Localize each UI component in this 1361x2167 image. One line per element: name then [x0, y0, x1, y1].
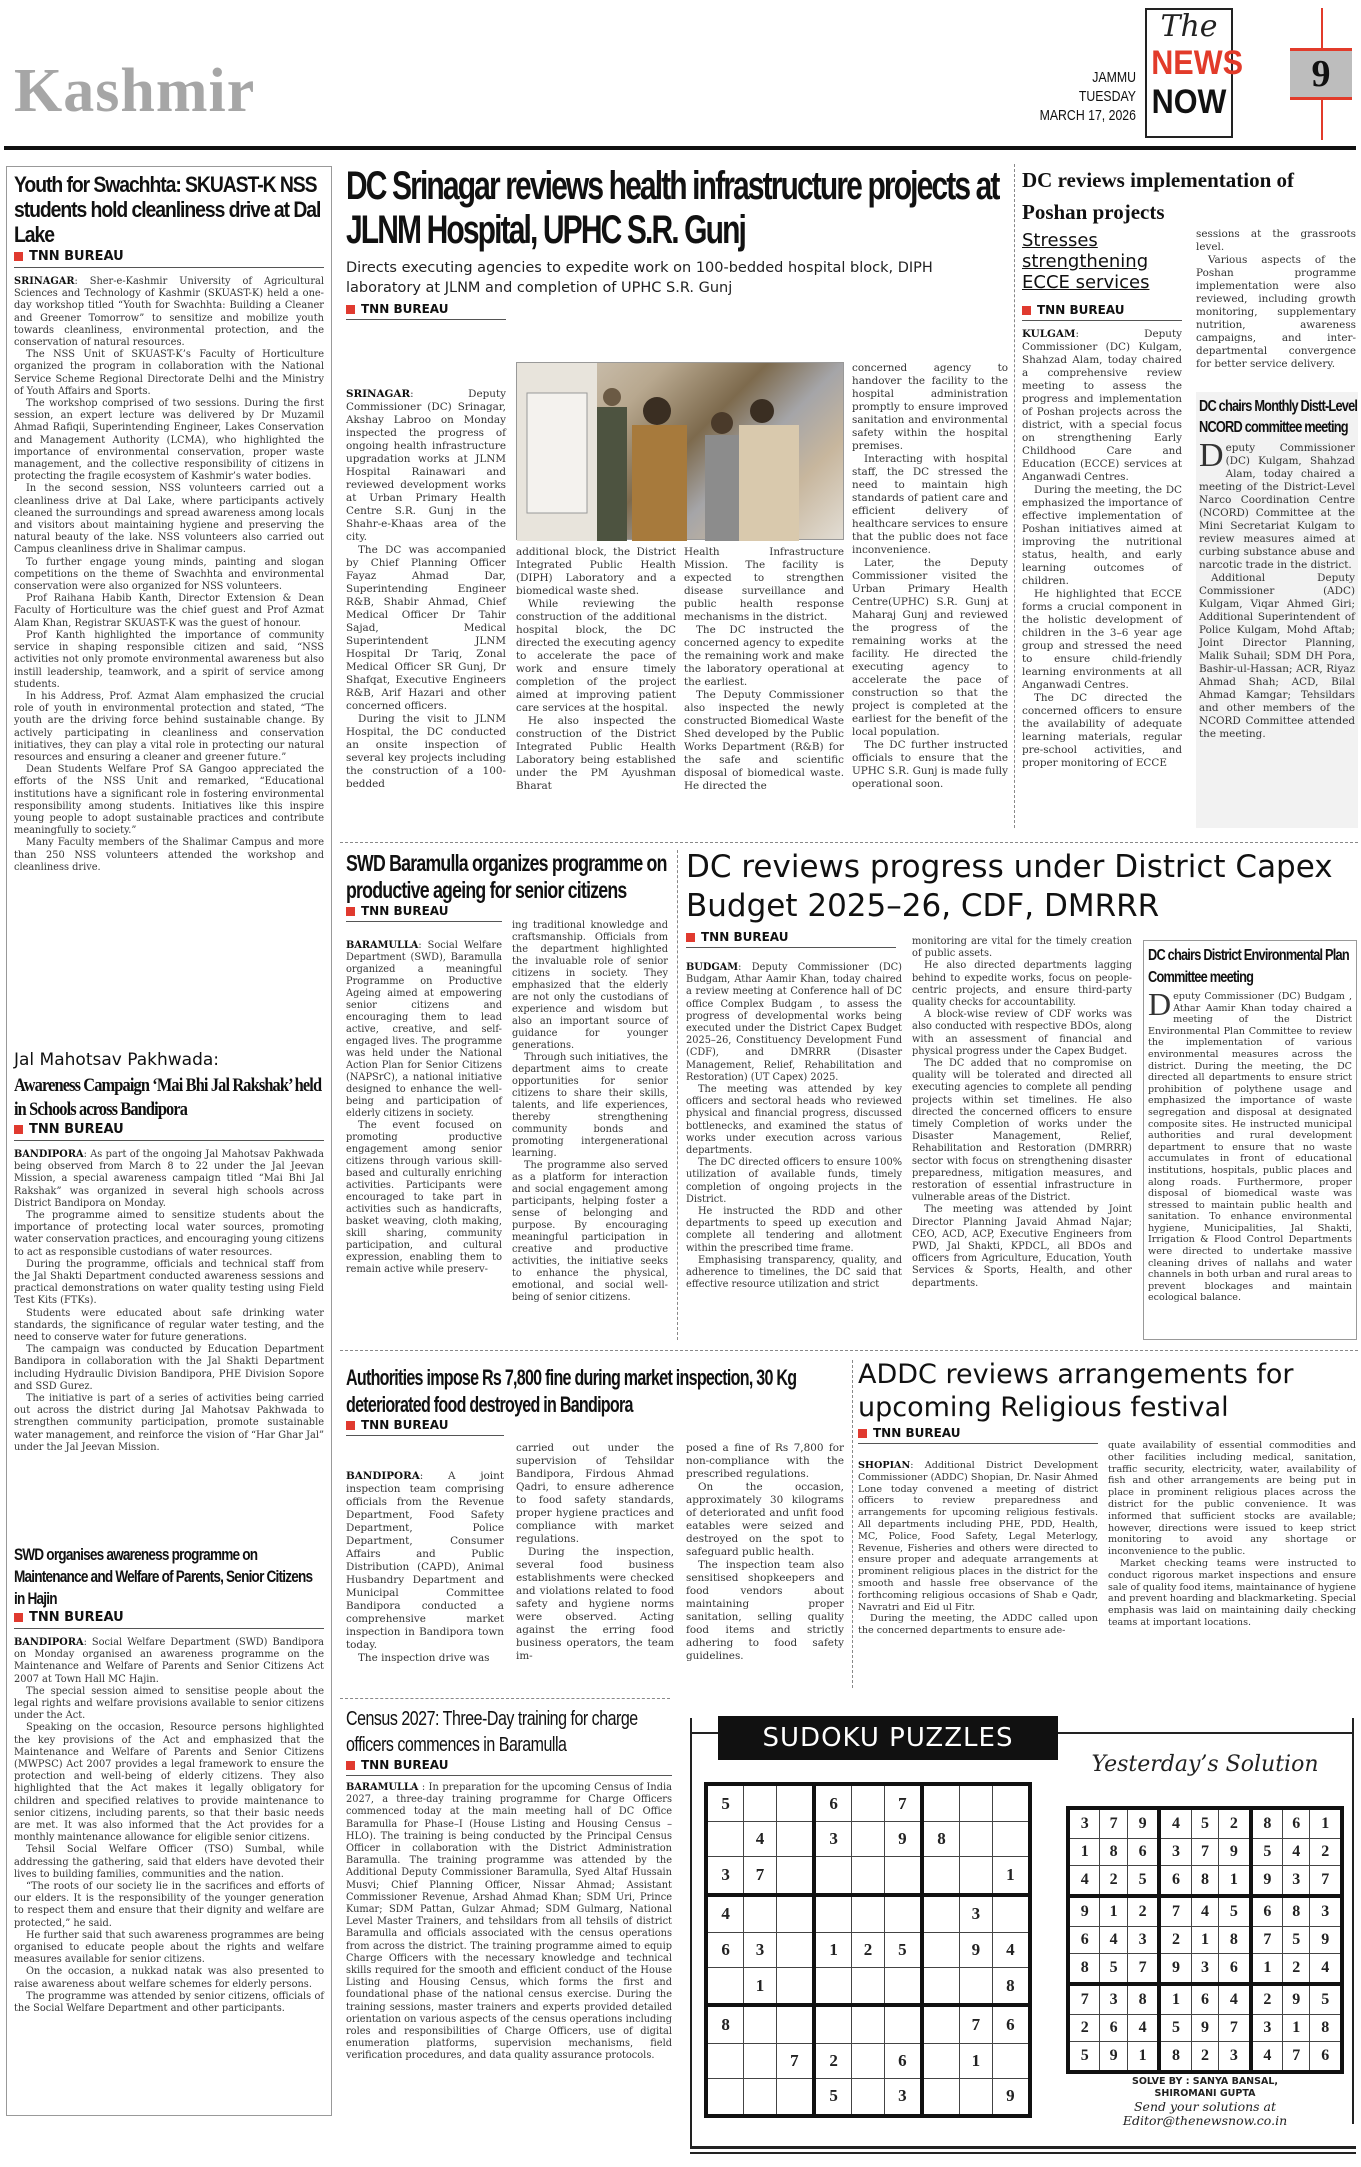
sudoku-cell: 3 — [1068, 1808, 1100, 1838]
masthead-rule — [4, 146, 1356, 150]
sudoku-cell: 5 — [706, 1784, 744, 1822]
article-body: BANDIPORA: As part of the ongoing Jal Mahotsav Pakhwada being observed from March 8 to 22 under the Jal Jeevan Mission, a special awareness campaign titled “Mai Bhi Jal Rakshak” was organized in several high schools across District Bandipora on Monday. The programme aimed to sensitize students about the importance of protecting local water sources, promoting water conservation practices, and encouraging young citizens to act as responsible custodians of water resources. During the programme, officials and technical staff from the Jal Shakti Department conducted awareness sessions and practical demonstrations on water quality testing using Field Test Kits (FTKs). Students were educated about safe drinking water standards, the significance of regular water testing, and the need to conserve water for future generations. The campaign was conducted by Education Department Bandipora in collaboration with the Jal Shakti Department including Hydraulic Division Bandipora, PHE Division Sopore and SSD Gurez. The initiative is part of a series of activities being carried out across the district during Jal Mahotsav Pakhwada to strengthen community participation, promote sustainable water management, and reinforce the vision of “Har Ghar Jal” under the Jal Jeevan Mission. — [14, 1149, 324, 1453]
sudoku-cell: 6 — [1100, 2014, 1127, 2042]
sudoku-cell: 9 — [1219, 1838, 1251, 1866]
send-solutions: Send your solutions at Editor@thenewsnow.co.in — [1060, 2100, 1350, 2128]
sudoku-cell: 4 — [1219, 1984, 1251, 2014]
sudoku-cell: 9 — [1191, 2014, 1218, 2042]
poshan-col-1: KULGAM: Deputy Commissioner (DC) Kulgam, Shahzad Alam, today chaired a comprehensive review meeting to assess the progress and implementation of Poshan projects across the district, with a special focus on strengthening Early Childhood Care and Education (ECCE) services at Anganwadi Centres. During the meeting, the DC emphasized the importance of effective implementation of Poshan initiatives aimed at improving the nutritional status, health, and early learning outcomes of children. He highlighted that ECCE forms a crucial component in the holistic development of children in the 3–6 year age group and stressed the need to ensure child-friendly learning environments at all Anganwadi Centres. The DC directed the concerned officers to ensure the availability of adequate learning materials, regular pre-school activities, and proper monitoring of ECCE — [1022, 328, 1182, 769]
sudoku-cell: 8 — [1310, 2014, 1342, 2042]
jlnm-col-1: SRINAGAR: Deputy Commissioner (DC) Srinagar, Akshay Labroo on Monday inspected the progress of ongoing health infrastructure upgradation works at JLNM Hospital Rainawari and reviewed development works at Urban Primary Health Centre S.R. Gunj in the Shahr-e-Khaas area of the city. The DC was accompanied by Chief Planning Officer Fayaz Ahmad Dar, Superintending Engineer R&B, Shabir Ahmad, Chief Medical Officer Dr Tahir Sajad, Medical Superintendent JLNM Hospital Dr Tariq, Zonal Medical Officer SR Gunj, Dr Shafqat, Executive Engineers R&B, Arif Hazari and other concerned officers. During the visit to JLNM Hospital, the DC conducted an onsite inspection of several key projects including the construction of a 100-bedded — [346, 388, 506, 790]
byline: TNN BUREAU — [1022, 303, 1182, 321]
article-ncord — [1196, 392, 1358, 828]
sudoku-cell: 9 — [1251, 1866, 1283, 1896]
sudoku-cell[interactable] — [884, 1968, 922, 2006]
article-body: BARAMULLA : In preparation for the upcoming Census of India 2027, a three-day training programme for Charge Officers commenced today at the main meeting hall of DC Office Baramulla for Phase–I (House Listing and Housing Census – HLO). The training is being conducted by the Principal Census Officer in collaboration with the District Administration Baramulla. The training programme was attended by the Additional Deputy Commissioner Baramulla, Syed Altaf Hussain Musvi; Chief Planning Officer, Nissar Ahmad; Assistant Commissioner Revenue, Arshad Ahmad Khan; SDM Uri, Prince Kumar; SDM Pattan, Gulzar Ahmad; SDM Gulmarg, National Level Master Trainers, and tehsildars from all tehsils of district Baramulla and officials associated with the census operations from across the district. The training programme aimed to equip Charge Officers with the necessary knowledge and technical skills required for the smooth and efficient conduct of the House Listing and Housing Census, which forms the first and foundational phase of the national census exercise. During the training sessions, master trainers and experts provided detailed orientation on various aspects of the census operations including roles and responsibilities of Charge Officers, use of digital enumeration platforms, supervision mechanisms, field verification procedures, and data quality assurance protocols. — [346, 1782, 672, 2062]
sudoku-cell[interactable] — [744, 2078, 777, 2116]
byline-marker-icon — [14, 252, 23, 261]
sudoku-cell: 7 — [1283, 2042, 1310, 2072]
sudoku-cell: 4 — [706, 1895, 744, 1933]
sudoku-cell: 2 — [814, 2043, 852, 2078]
sudoku-cell[interactable] — [776, 2005, 814, 2043]
sudoku-cell: 1 — [1191, 1926, 1218, 1954]
sudoku-row — [1068, 1896, 1342, 1926]
sudoku-cell[interactable] — [814, 1857, 852, 1895]
article-body: BANDIPORA: Social Welfare Department (SWD) Bandipora on Monday organised an awareness programme on the Maintenance and Welfare of Parents and Senior Citizens Act 2007 at Town Hall MC Hajin. The special session aimed to sensitise people about the legal rights and welfare provisions available to senior citizens under the Act. Speaking on the occasion, Resource persons highlighted the key provisions of the Act and emphasized that the Maintenance and Welfare of Parents and Senior Citizens (MWPSC) Act 2007 provides a legal framework to ensure the protection and well-being of elderly citizens. They also highlighted that the Act makes it legally obligatory for children and specified relatives to provide maintenance to senior citizens, including parents, so that their basic needs are met. It was also informed that the Act provides for a monthly maintenance allowance for eligible senior citizens. Tehsil Social Welfare Officer (TSO) Sumbal, while addressing the gathering, said that elders have devoted their lives to building families, communities and the nation. “The roots of our society lie in the sacrifices and efforts of our elders. It is the responsibility of the younger generation to respect them and ensure that their dignity and welfare are protected,” he said. He further said that such awareness programmes are being organised to educate people about the rights and welfare measures available for senior citizens. On the occasion, a nukkad natak was also presented to raise awareness about welfare schemes for elderly persons. The programme was attended by senior citizens, officials of the Social Welfare Department and other participants. — [14, 1637, 324, 2015]
news-photo — [516, 362, 844, 540]
sudoku-cell[interactable] — [922, 2078, 960, 2116]
sudoku-cell: 9 — [1068, 1896, 1100, 1926]
sudoku-cell: 7 — [1127, 1954, 1159, 1984]
sudoku-cell[interactable] — [852, 1857, 885, 1895]
headline: DC reviews progress under District Capex Budget 2025–26, CDF, DMRRR — [686, 849, 1333, 924]
sudoku-row — [706, 1822, 1030, 1857]
sudoku-cell: 2 — [1219, 1808, 1251, 1838]
sudoku-cell: 3 — [706, 1857, 744, 1895]
bottom-rule — [690, 2146, 1356, 2149]
sudoku-cell: 5 — [1219, 1896, 1251, 1926]
sudoku-cell: 1 — [1127, 2042, 1159, 2072]
newspaper-logo — [1145, 8, 1243, 138]
sudoku-cell: 3 — [1191, 1954, 1218, 1984]
sudoku-cell: 9 — [1127, 1808, 1159, 1838]
sudoku-cell: 2 — [1191, 2042, 1218, 2072]
article-body: Deputy Commissioner (DC) Kulgam, Shahzad Alam, today chaired a meeting of the District-Level Narco Coordination Centre (NCORD) Committee at the Mini Secretariat Kulgam to review measures aimed at curbing substance abuse and narcotic trade in the district. Additional Deputy Commissioner (ADC) Kulgam, Viqar Ahmed Giri; Additional Superintendent of Police Kulgam, Mohd Aftab; Joint Director Planning, Malik Suhail; SDM DH Pora, Bashir-ul-Hassan; ACR, Riyaz Ahmad Shah; ACD, Bilal Ahmad Kamgar; Tehsildars and other members of the NCORD Committee attended the meeting. — [1199, 437, 1355, 740]
sudoku-cell: 5 — [1159, 2014, 1191, 2042]
sudoku-row — [1068, 1838, 1342, 1866]
sudoku-cell: 7 — [1310, 1866, 1342, 1896]
sudoku-cell[interactable] — [744, 1784, 777, 1822]
byline-marker-icon — [346, 907, 355, 916]
byline: TNN BUREAU — [346, 302, 506, 320]
jlnm-col-3: Health Infrastructure Mission. The facility is expected to strengthen disease surveillance and public health response mechanisms in the district. The DC instructed the concerned agency to expedite the remaining work and make the laboratory operational at the earliest. The Deputy Commissioner also inspected the newly constructed Biomedical Waste Shed developed by the Public Works Department (R&B) for the safe and scientific disposal of biomedical waste. He directed the — [684, 546, 844, 792]
sudoku-solution-grid — [1066, 1806, 1344, 2074]
kicker: Jal Mahotsav Pakhwada: — [14, 1050, 220, 1070]
sudoku-cell: 5 — [1127, 1866, 1159, 1896]
sudoku-cell: 7 — [744, 1857, 777, 1895]
logo-now: NOW — [1151, 83, 1227, 121]
sudoku-cell[interactable] — [922, 1932, 960, 1967]
byline: TNN BUREAU — [858, 1426, 1098, 1444]
sudoku-cell[interactable] — [744, 2043, 777, 2078]
sudoku-cell: 7 — [1219, 2014, 1251, 2042]
dropcap: D — [1199, 437, 1224, 474]
sudoku-cell: 7 — [884, 1784, 922, 1822]
sudoku-cell: 7 — [1100, 1808, 1127, 1838]
headline: DC chairs District Environmental Plan Committee meeting — [1148, 947, 1349, 986]
subheadline: Directs executing agencies to expedite work on 100-bedded hospital block, DIPH laboratory at JLNM and completion of UPHC S.R. Gunj — [346, 260, 933, 296]
sudoku-cell: 8 — [1159, 2042, 1191, 2072]
sudoku-cell: 2 — [852, 1932, 885, 1967]
sudoku-cell: 4 — [1251, 2042, 1283, 2072]
sudoku-cell: 1 — [1159, 1984, 1191, 2014]
sudoku-cell: 6 — [884, 2043, 922, 2078]
sudoku-cell[interactable] — [992, 1895, 1030, 1933]
edition-day: TUESDAY — [1078, 88, 1136, 105]
solution-title: Yesterday’s Solution — [1091, 1752, 1319, 1777]
byline: TNN BUREAU — [14, 1610, 324, 1629]
byline: TNN BUREAU — [14, 249, 324, 268]
sudoku-cell[interactable] — [992, 1784, 1030, 1822]
sudoku-row — [1068, 1866, 1342, 1896]
sudoku-cell[interactable] — [776, 1932, 814, 1967]
byline-marker-icon — [346, 305, 355, 314]
edition-dateline — [992, 68, 1136, 125]
sudoku-cell: 8 — [922, 1822, 960, 1857]
fine-col-2: carried out under the supervision of Tehsildar Bandipora, Firdous Ahmad Qadri, to ensure adherence to food safety standards, proper hygiene practices and compliance with market regulations. During the inspection, several food business establishments were checked and violations related to food safety and hygiene norms were observed. Acting against the erring food business operators, the team im- — [516, 1442, 674, 1662]
sudoku-cell: 9 — [1159, 1954, 1191, 1984]
sudoku-cell[interactable] — [814, 1968, 852, 2006]
sudoku-cell[interactable] — [960, 1784, 993, 1822]
sudoku-cell[interactable] — [922, 1784, 960, 1822]
byline-marker-icon — [858, 1429, 867, 1438]
fine-col-3: posed a fine of Rs 7,800 for non-compliance with the prescribed regulations. On the occasion, approximately 30 kilograms of deteriorated and unfit food eatables were seized and destroyed on the spot to safeguard public health. The inspection team also sensitised shopkeepers and food vendors about maintaining proper sanitation, selling quality food items and strictly adhering to food safety guidelines. — [686, 1442, 844, 1662]
byline: TNN BUREAU — [686, 930, 896, 948]
sudoku-cell[interactable] — [922, 2043, 960, 2078]
sudoku-cell: 6 — [814, 1784, 852, 1822]
sudoku-cell: 4 — [1159, 1808, 1191, 1838]
section-divider — [340, 842, 1358, 843]
article-jlnm — [346, 164, 1006, 320]
article-census — [346, 1706, 672, 2063]
sudoku-cell: 1 — [992, 1857, 1030, 1895]
sudoku-cell[interactable] — [992, 1822, 1030, 1857]
sudoku-row — [1068, 1808, 1342, 1838]
sudoku-cell: 3 — [1219, 2042, 1251, 2072]
sudoku-cell[interactable] — [960, 1968, 993, 2006]
sudoku-row — [706, 1968, 1030, 2006]
column-divider — [677, 850, 678, 1340]
sudoku-row — [706, 1857, 1030, 1895]
sudoku-cell: 4 — [992, 1932, 1030, 1967]
sudoku-cell[interactable] — [852, 1968, 885, 2006]
byline-marker-icon — [1022, 306, 1031, 315]
sudoku-cell[interactable] — [960, 2078, 993, 2116]
sudoku-cell: 6 — [1191, 1984, 1218, 2014]
logo-news: NEWS — [1151, 44, 1243, 82]
sudoku-cell: 3 — [1159, 1838, 1191, 1866]
article-environment — [1143, 940, 1357, 1340]
sudoku-cell: 8 — [1191, 1866, 1218, 1896]
sudoku-cell: 4 — [1127, 2014, 1159, 2042]
addc-col-1: SHOPIAN: Additional District Development Commissioner (ADDC) Shopian, Dr. Nasir Ahmed Lone today convened a meeting of district officers to review preparedness and arrangements for upcoming religious festivals. All departments including PHE, PDD, Health, MC, Police, Food Safety, Legal Meterlogy, Revenue, Fisheries and others were directed to ensure proper and adequate arrangements at prominent religious places in the district for the smooth and hassle free observance of the forthcoming religious occasions of Shab e Qadr, Navratri and Eid ul Fitr. During the meeting, the ADDC called upon the concerned departments to ensure ade- — [858, 1460, 1098, 1637]
article-body: Deputy Commissioner (DC) Budgam , Athar Aamir Khan today chaired a meeting of the District Environmental Plan Committee to review the implementation of various environmental measures across the district. During the meeting, the DC directed all departments to ensure strict prohibition of polythene usage and emphasized the importance of waste segregation and disposal at designated composite sites. He instructed municipal authorities and rural development department to ensure that no waste accumulates in front of educational institutions, hospitals, public places and along roads. Furthermore, proper disposal of biomedical waste was stressed to maintain public health and sanitation. To enhance environmental hygiene, Municipalities, Jal Shakti, Irrigation & Flood Control Departments were directed to undertake massive cleaning drives of nallahs and water channels in both urban and rural areas to prevent blockages and maintain ecological balance. — [1148, 986, 1352, 1304]
sudoku-cell: 4 — [1191, 1896, 1218, 1926]
capex-col-1: BUDGAM: Deputy Commissioner (DC) Budgam, Athar Aamir Khan, today chaired a review meeting at Conference hall of DC office Complex Budgam , to assess the progress of developmental works being executed under the District Capex Budget 2025–26, Constituency Development Fund (CDF), and DMRRR (Disaster Management, Relief, Rehabilitation and Restoration) (UT Capex) 2025. The meeting was attended by key officers and sectoral heads who reviewed physical and financial progress, discussed bottlenecks, and examined the status of works under execution across various departments. The DC directed officers to ensure 100% utilization of available funds, timely completion of ongoing projects in the District. He instructed the RDD and other departments to speed up execution and complete all tendering and allotment within the prescribed time frame. Emphasising transparency, quality, and adherence to timelines, the DC said that effective resource utilization and strict — [686, 962, 902, 1291]
byline: TNN BUREAU — [346, 1418, 504, 1436]
sudoku-cell: 5 — [1191, 1808, 1218, 1838]
sudoku-cell: 4 — [1068, 1866, 1100, 1896]
byline: TNN BUREAU — [346, 904, 502, 922]
poshan-subhead-block — [1022, 230, 1182, 321]
article-swachhta — [14, 172, 324, 874]
headline: Authorities impose Rs 7,800 fine during market inspection, 30 Kg deteriorated food destroyed in Bandipora — [346, 1365, 797, 1417]
byline-marker-icon — [14, 1125, 23, 1134]
sudoku-cell: 4 — [1310, 1954, 1342, 1984]
headline: Youth for Swachhta: SKUAST-K NSS students hold cleanliness drive at Dal Lake — [14, 172, 321, 247]
sudoku-row — [706, 2005, 1030, 2043]
sudoku-cell: 7 — [960, 2005, 993, 2043]
sudoku-cell[interactable] — [852, 2043, 885, 2078]
sudoku-cell: 3 — [1283, 1866, 1310, 1896]
sudoku-cell: 2 — [1127, 1896, 1159, 1926]
byline: TNN BUREAU — [14, 1122, 324, 1141]
headline: SWD Baramulla organizes programme on productive ageing for senior citizens — [346, 850, 667, 903]
sudoku-row — [1068, 1926, 1342, 1954]
sudoku-cell: 1 — [1310, 1808, 1342, 1838]
headline: DC Srinagar reviews health infrastructure projects at JLNM Hospital, UPHC S.R. Gunj — [346, 164, 999, 252]
sudoku-row — [1068, 2042, 1342, 2072]
logo-the: The — [1160, 9, 1218, 44]
sudoku-cell[interactable] — [852, 1822, 885, 1857]
sudoku-cell: 8 — [706, 2005, 744, 2043]
sudoku-cell[interactable] — [922, 1857, 960, 1895]
sudoku-cell: 3 — [1310, 1896, 1342, 1926]
solved-by: SOLVE BY : SANYA BANSAL, SHIROMANI GUPTA — [1131, 2076, 1278, 2099]
sudoku-cell: 5 — [1251, 1838, 1283, 1866]
sudoku-cell: 9 — [884, 1822, 922, 1857]
jlnm-col-4: concerned agency to handover the facility to the hospital administration promptly to ensure improved sanitation and environmental safety within the hospital premises. Interacting with hospital staff, the DC stressed the need to maintain high standards of patient care and efficient delivery of healthcare services to ensure that the public does not face inconvenience. Later, the Deputy Commissioner visited the Urban Primary Health Centre(UPHC) S.R. Gunj at Maharaj Gunj and reviewed the progress of the remaining works at the facility. He directed the executing agency to accelerate the pace of construction so that the project is completed at the earliest for the benefit of the local population. The DC further instructed officials to ensure that the UPHC S.R. Gunj is made fully operational soon. — [852, 362, 1008, 790]
sudoku-row — [1068, 2014, 1342, 2042]
sudoku-cell: 1 — [1251, 1954, 1283, 1984]
sudoku-cell: 8 — [1283, 1896, 1310, 1926]
section-title: Kashmir — [14, 57, 256, 125]
sudoku-row — [706, 2078, 1030, 2116]
sudoku-cell: 1 — [1283, 2014, 1310, 2042]
sudoku-cell[interactable] — [744, 1895, 777, 1933]
sudoku-cell: 2 — [1283, 1954, 1310, 1984]
sudoku-cell[interactable] — [922, 1968, 960, 2006]
sudoku-cell: 3 — [744, 1932, 777, 1967]
sudoku-cell[interactable] — [706, 1968, 744, 2006]
fine-col-1: BANDIPORA: A joint inspection team comprising officials from the Revenue Department, Food Safety Department, Police Department, Consumer Affairs and Public Distribution (CAPD), Animal Husbandry Department and Municipal Committee Bandipora conducted a comprehensive market inspection in Bandipora town today. The inspection drive was — [346, 1470, 504, 1664]
sudoku-cell: 7 — [1191, 1838, 1218, 1866]
sudoku-row — [706, 2043, 1030, 2078]
sudoku-row — [706, 1895, 1030, 1933]
sudoku-cell[interactable] — [852, 1784, 885, 1822]
sudoku-cell[interactable] — [776, 2078, 814, 2116]
sudoku-cell: 8 — [1251, 1808, 1283, 1838]
section-divider — [340, 1350, 1358, 1351]
sudoku-cell: 1 — [1100, 1896, 1127, 1926]
sudoku-cell: 5 — [814, 2078, 852, 2116]
byline-marker-icon — [686, 933, 695, 942]
sudoku-cell: 9 — [1310, 1926, 1342, 1954]
sudoku-cell: 8 — [1068, 1954, 1100, 1984]
sudoku-cell: 1 — [960, 2043, 993, 2078]
sudoku-cell: 3 — [1251, 2014, 1283, 2042]
sudoku-cell[interactable] — [706, 2043, 744, 2078]
sudoku-cell: 4 — [744, 1822, 777, 1857]
jlnm-col-2: additional block, the District Integrated Public Health (DIPH) Laboratory and a biomedical waste shed. While reviewing the construction of the additional hospital block, the DC directed the executing agency to accelerate the pace of work and ensure timely completion of the project aimed at improving patient care services at the hospital. He also inspected the construction of the District Integrated Public Health Laboratory being established under the PM Ayushman Bharat — [516, 546, 676, 792]
sudoku-row — [706, 1932, 1030, 1967]
sudoku-cell: 2 — [1251, 1984, 1283, 2014]
sudoku-cell[interactable] — [884, 1895, 922, 1933]
sudoku-cell: 1 — [1068, 1838, 1100, 1866]
sudoku-cell: 3 — [960, 1895, 993, 1933]
article-jal-mahotsav — [14, 1050, 324, 1454]
sudoku-cell: 3 — [884, 2078, 922, 2116]
sudoku-cell: 6 — [1219, 1954, 1251, 1984]
capex-col-2: monitoring are vital for the timely creation of public assets. He also directed departments lagging behind to expedite works, focus on people-centric projects, and ensure third-party quality checks for accountability. A block-wise review of CDF works was also conducted with respective BDOs, along with an assessment of financial and physical progress under the Capex Budget. The DC added that no compromise on quality will be tolerated and directed all executing agencies to complete all pending projects within set timelines. He also directed the concerned officers to ensure timely Completion of works under the Disaster Management, Relief, Rehabilitation and Restoration (DMRRR) sector with focus on strengthening disaster preparedness, mitigation measures, and restoration of essential infrastructure in vulnerable areas of the District. The meeting was attended by Joint Director Planning Javaid Ahmad Najar; CEO, ACD, ACP, Executive Engineers from PWD, Jal Shakti, KPDCL, all BDOs and officers from Agriculture, Education, Youth Services & Sports, Health, and other departments. — [912, 936, 1132, 1289]
headline: Census 2027: Three-Day training for charge officers commences in Baramulla — [346, 1708, 638, 1756]
sudoku-cell: 5 — [884, 1932, 922, 1967]
sudoku-cell[interactable] — [776, 1895, 814, 1933]
article-hajin — [14, 1544, 324, 2015]
sudoku-cell: 6 — [1251, 1896, 1283, 1926]
headline: Awareness Campaign ‘Mai Bhi Jal Rakshak’ held in Schools across Bandipora — [14, 1075, 322, 1120]
article-body: SRINAGAR: Sher-e-Kashmir University of Agricultural Sciences and Technology of Kashmir (SKUAST-K) held a one-day workshop titled “Youth for Swachhta: Building a Cleaner and Greener Tomorrow” to sensitize and mobilize youth towards cleanliness, environmental protection, and the conservation of natural resources. The NSS Unit of SKUAST-K’s Faculty of Horticulture organized the program in collaboration with the National Service Scheme Regional Directorate Delhi and the Ministry of Youth Affairs and Sports. The workshop comprised of two sessions. During the first session, an expert lecture was delivered by Dr Muzamil Ahmad Rafiqii, Superintending Engineer, Lakes Conservation and Management Authority (LCMA), who highlighted the importance of environmental conservation, proper waste management, and the collective responsibility of citizens in protecting the fragile ecosystem of Kashmir’s water bodies. In the second session, NSS volunteers carried out a cleanliness drive at Dal Lake, where participants actively cleaned the surroundings and spread awareness among locals and visitors about maintaining hygiene and preserving the natural beauty of the lake. NSS volunteers also carried out Campus cleanliness drive in Shalimar campus. To further engage young minds, painting and slogan competitions on the theme of Swachhta and environmental conservation were also organized for NSS volunteers. Prof Raihana Habib Kanth, Director Extension & Dean Faculty of Horticulture was the chief guest and Prof Azmat Alam Khan, Registrar SKUAST-K was the guest of honour. Prof Kanth highlighted the importance of community service in shaping responsible citizen and said, “NSS activities not only promote environmental awareness but also instill leadership, teamwork, and a spirit of service among students. In his Address, Prof. Azmat Alam emphasized the crucial role of youth in environmental protection and stated, “The youth are the driving force behind sustainable change. By actively participating in cleanliness and conservation initiatives, they can play a vital role in protecting our natural resources and ensuring a cleaner and greener future.” Dean Students Welfare Prof SA Gangoo appreciated the efforts of the NSS Unit and remarked, “Educational institutions have a significant role in fostering environmental responsibility among students. Initiatives like this inspire young people to adopt sustainable practices and contribute meaningfully to society.” Many Faculty members of the Shalimar Campus and more than 250 NSS volunteers attended the workshop and cleanliness drive. — [14, 276, 324, 873]
sudoku-cell: 5 — [1100, 1954, 1127, 1984]
sudoku-cell: 2 — [1310, 1838, 1342, 1866]
sudoku-cell: 8 — [1219, 1926, 1251, 1954]
byline-marker-icon — [14, 1613, 23, 1622]
sudoku-cell[interactable] — [992, 2043, 1030, 2078]
sudoku-cell: 1 — [1219, 1866, 1251, 1896]
sudoku-cell[interactable] — [706, 1822, 744, 1857]
sudoku-cell: 7 — [1251, 1926, 1283, 1954]
sudoku-cell: 1 — [744, 1968, 777, 2006]
sudoku-cell[interactable] — [814, 1895, 852, 1933]
sudoku-puzzle-grid — [704, 1782, 1032, 2118]
sudoku-cell: 9 — [960, 1932, 993, 1967]
edition-city: JAMMU — [1092, 69, 1136, 86]
sudoku-cell: 4 — [1283, 1838, 1310, 1866]
sudoku-cell: 6 — [1068, 1926, 1100, 1954]
sudoku-frame — [690, 1718, 692, 2148]
article-addc — [858, 1358, 1358, 1444]
sudoku-cell: 5 — [1283, 1926, 1310, 1954]
sudoku-cell: 8 — [1127, 1984, 1159, 2014]
sudoku-cell[interactable] — [706, 2078, 744, 2116]
sudoku-cell[interactable] — [922, 1895, 960, 1933]
sudoku-cell: 6 — [1127, 1838, 1159, 1866]
sudoku-cell[interactable] — [814, 2005, 852, 2043]
sudoku-cell: 5 — [1310, 1984, 1342, 2014]
sudoku-cell[interactable] — [776, 1857, 814, 1895]
sudoku-cell: 5 — [1068, 2042, 1100, 2072]
sudoku-cell: 3 — [1127, 1926, 1159, 1954]
sudoku-row — [1068, 1984, 1342, 2014]
sudoku-cell[interactable] — [776, 1822, 814, 1857]
sudoku-cell: 7 — [776, 2043, 814, 2078]
article-capex — [686, 848, 1358, 948]
sudoku-cell[interactable] — [922, 2005, 960, 2043]
sudoku-cell: 4 — [1100, 1926, 1127, 1954]
sudoku-cell[interactable] — [884, 2005, 922, 2043]
sudoku-cell[interactable] — [776, 1784, 814, 1822]
sudoku-cell[interactable] — [960, 1857, 993, 1895]
column-divider — [852, 1360, 853, 1688]
sudoku-cell[interactable] — [960, 1822, 993, 1857]
sudoku-cell: 9 — [1283, 1984, 1310, 2014]
headline: SWD organises awareness programme on Maintenance and Welfare of Parents, Senior Citizens in Hajin — [14, 1545, 313, 1608]
headline: DC chairs Monthly Distt-Level NCORD committee meeting — [1199, 398, 1358, 436]
sudoku-cell: 6 — [1159, 1866, 1191, 1896]
headline: ADDC reviews arrangements for upcoming Religious festival — [858, 1359, 1294, 1423]
sudoku-row — [1068, 1954, 1342, 1984]
people-photo-icon — [517, 363, 845, 541]
sudoku-cell: 2 — [1100, 1866, 1127, 1896]
sudoku-cell: 6 — [992, 2005, 1030, 2043]
sudoku-banner: SUDOKU PUZZLES — [718, 1716, 1058, 1760]
sudoku-row — [706, 1784, 1030, 1822]
byline-marker-icon — [346, 1761, 355, 1770]
sudoku-cell[interactable] — [852, 1895, 885, 1933]
ageing-col-1: BARAMULLA: Social Welfare Department (SWD), Baramulla organized a meaningful Programme on Productive Ageing aimed at empowering senior citizens and encouraging them to lead active, creative, and self-engaged lives. The programme was held under the National Action Plan for Senior Citizens (NAPSrC), a national initiative designed to enhance the well-being and participation of elderly citizens in society. The event focused on promoting productive engagement among senior citizens through various skill-based and culturally enriching activities. Participants were encouraged to take part in activities such as handicrafts, basket weaving, cloth making, skill sharing, community participation, and cultural expression, enabling them to remain active while preserv- — [346, 940, 502, 1275]
edition-date: MARCH 17, 2026 — [1039, 107, 1136, 124]
sudoku-cell[interactable] — [884, 1857, 922, 1895]
bottom-rule-2 — [690, 2152, 1356, 2154]
sudoku-cell[interactable] — [852, 2078, 885, 2116]
sudoku-cell[interactable] — [852, 2005, 885, 2043]
sudoku-frame-right — [1352, 1718, 1354, 2124]
column-divider — [1014, 164, 1015, 828]
sudoku-cell: 3 — [814, 1822, 852, 1857]
sudoku-cell[interactable] — [744, 2005, 777, 2043]
sudoku-cell: 7 — [1068, 1984, 1100, 2014]
article-ageing — [346, 850, 672, 922]
sudoku-cell: 1 — [814, 1932, 852, 1967]
sudoku-cell: 7 — [1159, 1896, 1191, 1926]
byline: TNN BUREAU — [346, 1758, 672, 1776]
sudoku-cell: 9 — [992, 2078, 1030, 2116]
email-link[interactable]: Editor@thenewsnow.co.in — [1122, 2113, 1288, 2128]
page-number: 9 — [1290, 48, 1352, 100]
byline-marker-icon — [346, 1421, 355, 1430]
sudoku-cell: 8 — [992, 1968, 1030, 2006]
article-poshan — [1022, 164, 1356, 228]
poshan-col-2: sessions at the grassroots level. Various aspects of the Poshan programme implementation were also reviewed, including growth monitoring, supplementary nutrition, awareness campaigns, and inter-departmental convergence for better service delivery. — [1196, 228, 1356, 370]
headline: DC reviews implementation of Poshan projects — [1022, 168, 1294, 224]
ageing-col-2: ing traditional knowledge and craftsmanship. Officials from the department highlighted the invaluable role of senior citizens in society. They emphasized that the elderly are not only the custodians of experience and wisdom but also an important source of guidance for younger generations. Through such initiatives, the department aims to create opportunities for senior citizens to share their skills, talents, and life experiences, thereby strengthening community bonds and promoting intergenerational learning. The programme also served as a platform for interaction and social engagement among participants, helping foster a sense of belonging and purpose. By encouraging meaningful participation in creative and productive activities, the initiative seeks to enhance the physical, emotional, and social well-being of senior citizens. — [512, 920, 668, 1303]
sudoku-cell: 9 — [1100, 2042, 1127, 2072]
sudoku-cell: 3 — [1100, 1984, 1127, 2014]
addc-col-2: quate availability of essential commodities and other facilities including medical, sanitation, traffic security, electricity, water, availability of fish and other arrangements are being put in place in prominent religious places across the district for the public convenience. It was informed that sufficient stocks are available; however, directions were issued to keep strict monitoring to avoid any shortage or inconvenience to the public. Market checking teams were instructed to conduct rigorous market inspections and ensure sale of quality food items, maintainance of hygiene and prevent hoarding and blackmarketing. Special emphasis was laid on maintaining daily checking teams at important locations. — [1108, 1440, 1356, 1628]
dropcap: D — [1148, 986, 1172, 1022]
sudoku-cell: 6 — [1283, 1808, 1310, 1838]
section-divider — [340, 1698, 670, 1699]
sudoku-cell[interactable] — [776, 1968, 814, 2006]
sudoku-cell: 2 — [1068, 2014, 1100, 2042]
sudoku-cell: 6 — [706, 1932, 744, 1967]
sudoku-cell: 8 — [1100, 1838, 1127, 1866]
sudoku-cell: 2 — [1159, 1926, 1191, 1954]
article-fine — [346, 1364, 846, 1436]
sudoku-cell: 6 — [1310, 2042, 1342, 2072]
subheadline: Stresses strengthening ECCE services — [1022, 230, 1150, 293]
